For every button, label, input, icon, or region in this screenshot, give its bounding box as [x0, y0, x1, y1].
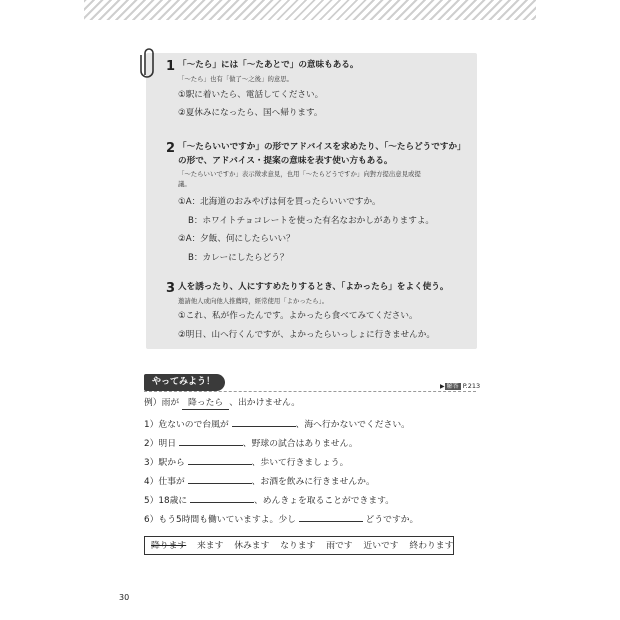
choice-word: 休みます — [234, 541, 270, 551]
point-heading: 「〜たらいいですか」の形でアドバイスを求めたり、「〜たらどうですか」 — [178, 142, 466, 152]
example-question — [144, 398, 300, 410]
example-sentence: ②夏休みになったら、国へ帰ります。 — [178, 108, 323, 118]
point-heading: の形で、アドバイス・提案の意味を表す使い方もある。 — [178, 156, 393, 166]
question-prefix: 1）危ないので台風が — [144, 420, 229, 430]
paperclip-icon — [139, 45, 157, 79]
point-note: 議。 — [178, 180, 191, 188]
question-suffix: 、海へ行かないでください。 — [295, 420, 410, 430]
point-note: 「〜たら」也有「做了〜之後」的意思。 — [178, 75, 294, 83]
question-row — [144, 474, 375, 488]
question-suffix: 、歩いて行きましょう。 — [251, 458, 349, 468]
choice-word: 雨です — [326, 541, 353, 551]
answer-blank[interactable] — [188, 455, 252, 465]
example-sentence: ②A：夕飯、何にしたらいい？ — [178, 234, 295, 244]
point-note: 邀請他人或向他人推薦時，經常使用「よかったら」。 — [178, 297, 329, 305]
question-row — [144, 436, 358, 450]
example-sentence: ①駅に着いたら、電話してください。 — [178, 90, 324, 100]
practice-title: やってみよう！ — [144, 374, 225, 391]
answer-reference — [440, 381, 480, 390]
answer-blank[interactable] — [232, 417, 296, 427]
question-suffix: 、出かけません。 — [229, 398, 301, 408]
choice-word: 近いです — [363, 541, 399, 551]
question-prefix: 6）もう5時間も働いていますよ。少し — [144, 515, 296, 525]
answer-blank[interactable] — [188, 474, 252, 484]
choice-word: 終わります — [409, 541, 454, 551]
question-row — [144, 512, 418, 526]
page-number: 30 — [119, 593, 130, 602]
choice-word: 降ります — [151, 541, 187, 551]
answer-label: 解答 — [446, 383, 459, 390]
example-sentence: ①A：北海道のおみやげは何を買ったらいいですか。 — [178, 197, 381, 207]
question-prefix: 例）雨が — [144, 398, 180, 408]
question-suffix: 、めんきょを取ることができます。 — [253, 496, 395, 506]
question-prefix: 4）仕事が — [144, 477, 185, 487]
example-sentence: B：カレーにしたらどう？ — [188, 253, 289, 263]
question-suffix: 、野球の試合はありません。 — [242, 439, 358, 449]
answer-blank[interactable] — [179, 436, 243, 446]
divider — [144, 391, 476, 392]
question-prefix: 2）明日 — [144, 439, 176, 449]
example-sentence: B：ホワイトチョコレートを使った有名なおかしがありますよ。 — [188, 216, 435, 226]
example-sentence: ①これ、私が作ったんです。よかったら食べてみてください。 — [178, 311, 418, 321]
question-prefix: 5）18歳に — [144, 496, 188, 506]
example-sentence: ②明日、山へ行くんですが、よかったらいっしょに行きませんか。 — [178, 330, 435, 340]
example-answer: 降ったら — [182, 398, 229, 410]
point-heading: 「〜たら」には「〜たあとで」の意味もある。 — [178, 60, 359, 70]
point-number: 1 — [166, 59, 176, 74]
point-heading: 人を誘ったり、人にすすめたりするとき、「よかったら」をよく使う。 — [178, 282, 449, 292]
question-suffix: 、お酒を飲みに行きませんか。 — [251, 477, 375, 487]
answer-blank[interactable] — [299, 512, 363, 522]
question-row — [144, 417, 410, 431]
header-hatch-band — [84, 0, 536, 20]
word-choice-box — [144, 536, 454, 555]
point-number: 2 — [166, 141, 176, 156]
choice-word: なります — [280, 541, 316, 551]
question-prefix: 3）駅から — [144, 458, 185, 468]
point-note: 「〜たらいいですか」表示徵求意見，也用「〜たらどうですか」向對方提出意見或提 — [178, 170, 421, 178]
question-suffix: どうですか。 — [365, 515, 419, 525]
point-number: 3 — [166, 281, 176, 296]
question-row — [144, 493, 394, 507]
answer-blank[interactable] — [190, 493, 254, 503]
choice-word: 来ます — [197, 541, 224, 551]
triangle-icon: ▶ — [440, 383, 445, 390]
question-row — [144, 455, 348, 469]
answer-page: P.213 — [462, 382, 481, 390]
